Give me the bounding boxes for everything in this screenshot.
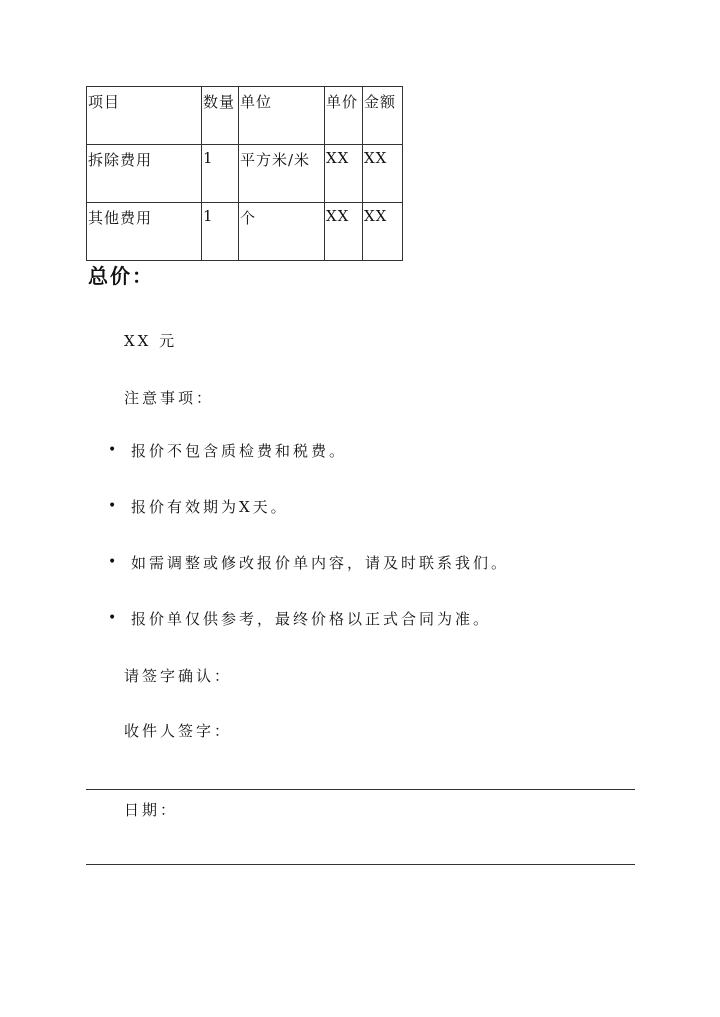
notes-heading: 注意事项： [124, 389, 215, 407]
recipient-signature-label: 收件人签字： [124, 722, 233, 740]
note-text: 报价有效期为X天。 [131, 498, 289, 516]
table-cell: 拆除费用 [87, 145, 202, 203]
date-line [86, 864, 635, 865]
bullet-icon: • [108, 442, 120, 458]
total-heading: 总价： [88, 264, 154, 288]
table-cell: 个 [239, 203, 325, 261]
table-cell: 平方米/米 [239, 145, 325, 203]
table-cell: XX [325, 203, 363, 261]
table-cell: XX [363, 203, 403, 261]
header-cell-amount: 金额 [363, 87, 403, 145]
table-cell: XX [363, 145, 403, 203]
table-header-row [87, 87, 403, 145]
table-cell: 1 [202, 145, 239, 203]
table-row [87, 145, 403, 203]
header-cell-unit: 单位 [239, 87, 325, 145]
bullet-icon: • [108, 498, 120, 514]
header-cell-unit-price: 单价 [325, 87, 363, 145]
signature-confirm-label: 请签字确认： [124, 667, 233, 685]
quote-table [86, 86, 403, 261]
bullet-icon: • [108, 554, 120, 570]
table-row [87, 203, 403, 261]
table-cell: XX [325, 145, 363, 203]
table-cell: 1 [202, 203, 239, 261]
note-text: 如需调整或修改报价单内容，请及时联系我们。 [131, 554, 510, 572]
total-value: XX 元 [124, 332, 178, 350]
note-text: 报价不包含质检费和税费。 [131, 442, 348, 460]
header-cell-quantity: 数量 [202, 87, 239, 145]
date-label: 日期： [124, 801, 179, 819]
header-cell-item: 项目 [87, 87, 202, 145]
signature-line [86, 789, 635, 790]
table-cell: 其他费用 [87, 203, 202, 261]
note-text: 报价单仅供参考，最终价格以正式合同为准。 [131, 610, 492, 628]
bullet-icon: • [108, 610, 120, 626]
